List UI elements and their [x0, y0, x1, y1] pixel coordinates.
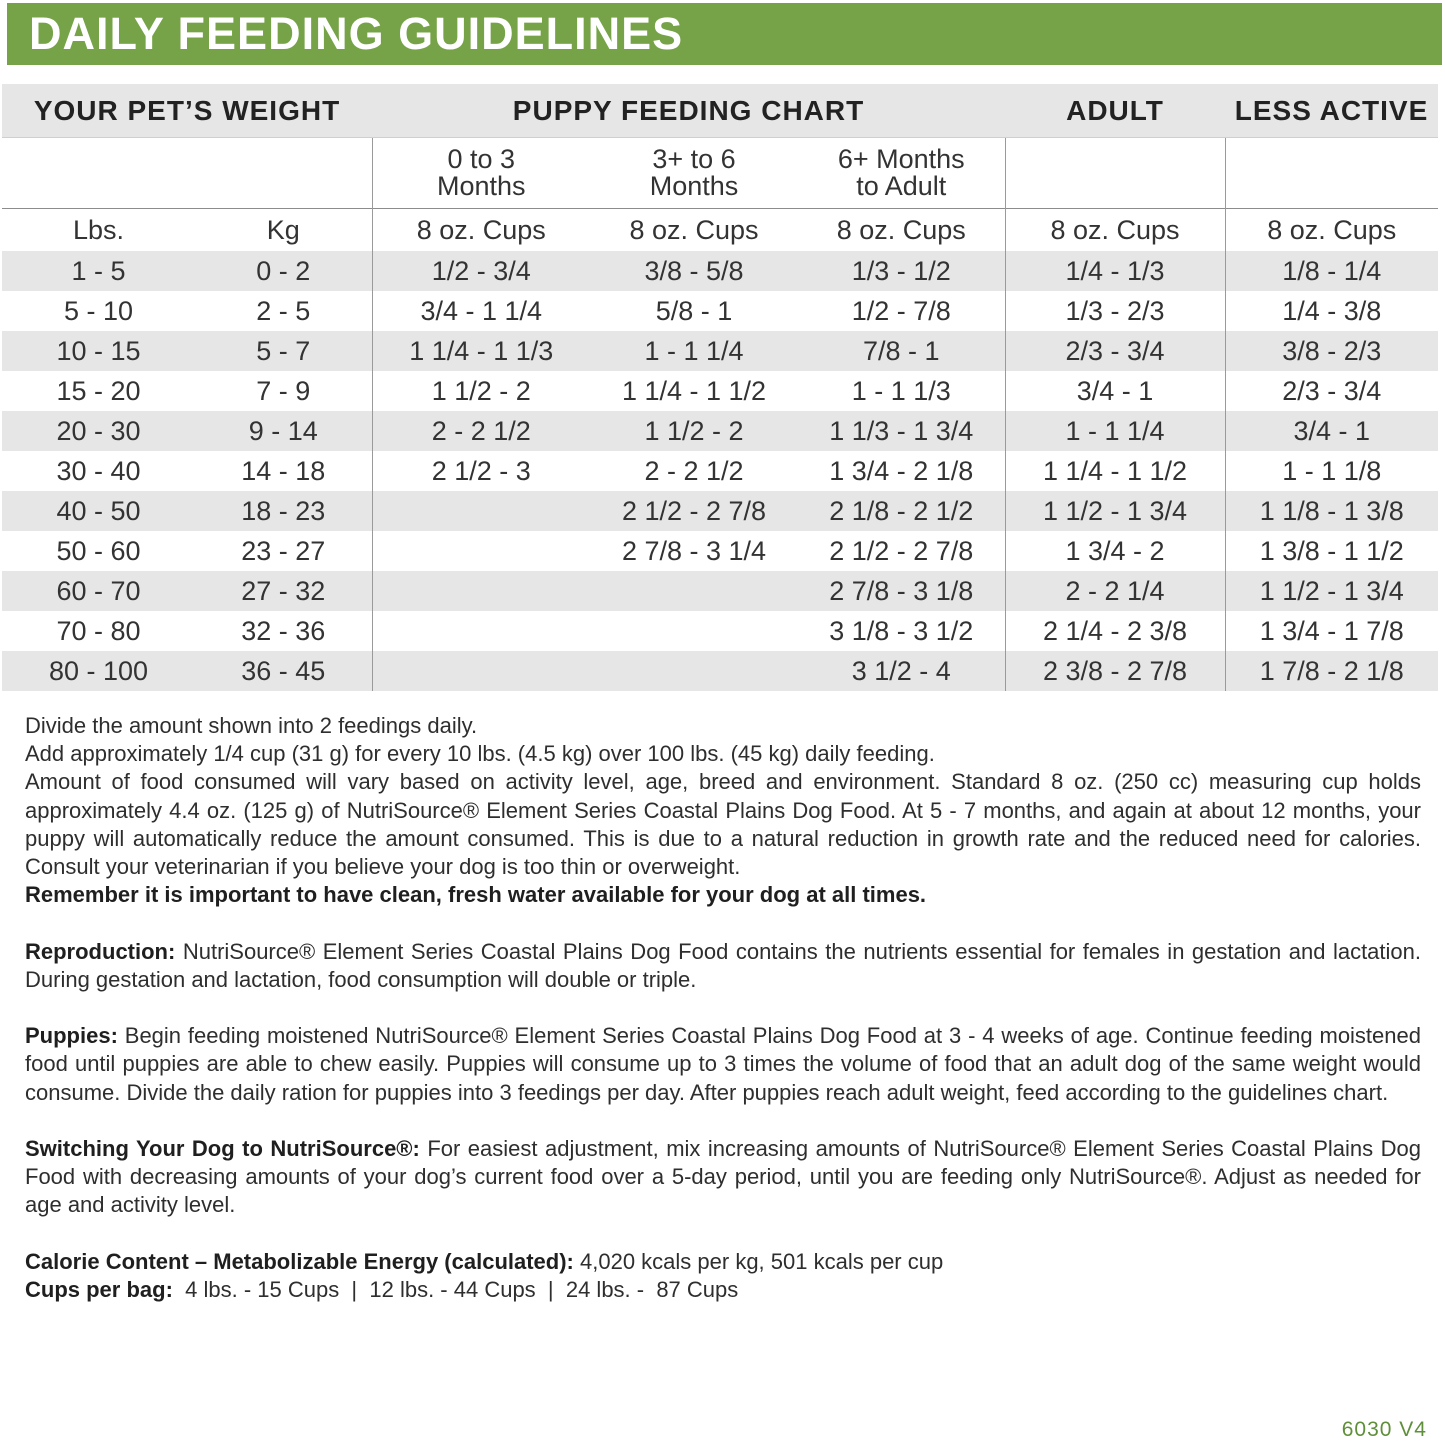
table-cell: 20 - 30 — [2, 411, 195, 451]
unit-lbs: Lbs. — [2, 209, 195, 252]
age-header-0-3 — [372, 138, 590, 209]
table-row — [2, 371, 1438, 411]
note-calorie — [25, 1248, 1421, 1276]
table-cell: 1 3/8 - 1 1/2 — [1225, 531, 1438, 571]
note-puppies — [25, 1022, 1421, 1107]
table-cell: 1 1/2 - 2 — [590, 411, 798, 451]
table-row — [2, 251, 1438, 291]
table-cell: 2 1/2 - 2 7/8 — [590, 491, 798, 531]
table-cell: 18 - 23 — [195, 491, 372, 531]
table-cell: 2 7/8 - 3 1/8 — [798, 571, 1005, 611]
table-cell: 2 - 2 1/4 — [1005, 571, 1225, 611]
age-line: 3+ to 6 — [652, 144, 736, 174]
table-cell: 1 - 1 1/8 — [1225, 451, 1438, 491]
age-line: 6+ Months — [837, 144, 965, 174]
table-cell: 70 - 80 — [56, 615, 141, 646]
table-cell: 23 - 27 — [241, 535, 326, 566]
table-cell: 1 1/4 - 1 1/2 — [1005, 451, 1225, 491]
table-cell: 3/4 - 1 1/4 — [372, 291, 590, 331]
table-row — [2, 611, 1438, 651]
table-cell — [590, 651, 798, 691]
unit-cups: 8 oz. Cups — [1225, 209, 1438, 252]
table-cell: 9 - 14 — [195, 411, 372, 451]
calorie-text: 4,020 kcals per kg, 501 kcals per cup — [573, 1248, 944, 1274]
note-switching — [25, 1135, 1421, 1220]
table-cell: 3 1/2 - 4 — [798, 651, 1005, 691]
table-row — [2, 491, 1438, 531]
table-row — [2, 331, 1438, 371]
table-cell: 2 - 5 — [256, 295, 311, 326]
table-cell: 1 1/4 - 1 1/3 — [372, 331, 590, 371]
table-cell: 80 - 100 — [2, 651, 195, 691]
table-cell: 1 1/2 - 2 — [372, 371, 590, 411]
switching-label: Switching Your Dog to NutriSource®: — [25, 1136, 420, 1161]
note-water: Remember it is important to have clean, fresh water available for your dog at all times. — [25, 882, 927, 908]
group-header-row — [2, 84, 1438, 138]
table-cell: 1/3 - 2/3 — [1005, 291, 1225, 331]
table-cell: 3/4 - 1 — [1225, 411, 1438, 451]
table-cell: 10 - 15 — [2, 331, 195, 371]
table-cell: 1 1/2 - 1 3/4 — [1225, 571, 1438, 611]
table-row — [2, 571, 1438, 611]
table-cell: 2 1/8 - 2 1/2 — [798, 491, 1005, 531]
table-cell: 15 - 20 — [56, 375, 141, 406]
age-line: to Adult — [856, 171, 947, 201]
table-cell: 0 - 2 — [195, 251, 372, 291]
puppies-text: Begin feeding moistened NutriSource® Element Series Coastal Plains Dog Food at 3 - 4 weeks of age. Continue feeding moistened food until puppies are able to chew easily. Puppies will consume up to 3 times the volume of food that an adult dog of the same weight would consume. Divide the daily ration for puppies into 3 feedings per day. After puppies reach adult weight, feed according to the guidelines chart. — [25, 1023, 1421, 1105]
switching-text: For easiest adjustment, mix increasing amounts of NutriSource® Element Series Coastal Plains Dog Food with decreasing amounts of your dog’s current food over a 5-day period, until you are feeding only NutriSource®. Adjust as needed for age and activity level. — [25, 1136, 1421, 1218]
table-cell: 1 1/8 - 1 3/8 — [1225, 491, 1438, 531]
table-cell: 2 1/2 - 2 7/8 — [829, 535, 974, 566]
age-line: Months — [649, 171, 739, 201]
cups-label: Cups per bag: — [25, 1277, 173, 1302]
table-cell: 1 3/4 - 2 1/8 — [829, 455, 974, 486]
age-line: Months — [436, 171, 526, 201]
table-cell: 32 - 36 — [241, 615, 326, 646]
table-cell: 1/2 - 3/4 — [372, 251, 590, 291]
age-header-6-adult — [798, 138, 1005, 209]
table-cell: 27 - 32 — [195, 571, 372, 611]
reproduction-text: NutriSource® Element Series Coastal Plains Dog Food contains the nutrients essential for females in gestation and lactation. During gestation and lactation, food consumption will double or triple. — [25, 938, 1421, 992]
table-cell: 1/4 - 3/8 — [1225, 291, 1438, 331]
reproduction-label: Reproduction: — [25, 938, 176, 964]
table-cell: 1 - 1 1/4 — [590, 331, 798, 371]
table-row — [2, 531, 1438, 571]
table-cell: 1 1/3 - 1 3/4 — [798, 411, 1005, 451]
feeding-notes — [25, 712, 1421, 1304]
unit-kg: Kg — [195, 209, 372, 252]
note-divide: Divide the amount shown into 2 feedings daily. — [25, 713, 478, 738]
table-cell — [590, 611, 798, 651]
table-cell: 1 3/4 - 1 7/8 — [1225, 611, 1438, 651]
age-header-less-active-empty — [1225, 138, 1438, 209]
header-less-active: LESS ACTIVE — [1225, 84, 1438, 138]
table-cell: 7 - 9 — [256, 375, 311, 406]
calorie-label: Calorie Content – Metabolizable Energy (calculated): — [25, 1248, 574, 1274]
table-row — [2, 411, 1438, 451]
table-cell: 2 - 2 1/2 — [644, 455, 744, 486]
table-cell: 1 1/2 - 1 3/4 — [1005, 491, 1225, 531]
table-cell: 36 - 45 — [195, 651, 372, 691]
table-cell: 3/8 - 5/8 — [590, 251, 798, 291]
page-title: DAILY FEEDING GUIDELINES — [29, 8, 684, 59]
feeding-table — [2, 84, 1438, 691]
table-cell: 2 3/8 - 2 7/8 — [1005, 651, 1225, 691]
table-cell — [372, 531, 590, 571]
table-cell: 2 - 2 1/2 — [372, 411, 590, 451]
table-row — [2, 291, 1438, 331]
age-header-adult-empty — [1005, 138, 1225, 209]
unit-cups: 8 oz. Cups — [1005, 209, 1225, 252]
table-cell: 1 - 5 — [2, 251, 195, 291]
table-cell — [590, 571, 798, 611]
table-cell: 2/3 - 3/4 — [1225, 371, 1438, 411]
table-cell: 1 - 1 1/4 — [1005, 411, 1225, 451]
table-cell: 2/3 - 3/4 — [1005, 331, 1225, 371]
table-cell: 3 1/8 - 3 1/2 — [829, 615, 974, 646]
table-cell: 7/8 - 1 — [798, 331, 1005, 371]
puppies-label: Puppies: — [25, 1023, 118, 1049]
note-amount: Amount of food consumed will vary based on activity level, age, breed and environment. Standard 8 oz. (250 cc) measuring cup holds approximately 4.4 oz. (125 g) of NutriSource® Element Series Coastal Plains Dog Food. At 5 - 7 months, and again at about 12 months, your puppy will automatically reduce the amount consumed. This is due to a natural reduction in growth rate and the reduced need for calories. Consult your veterinarian if you believe your dog is too thin or overweight. — [25, 769, 1421, 880]
header-pet-weight: YOUR PET’S WEIGHT — [2, 84, 372, 138]
table-cell: 1/3 - 1/2 — [798, 251, 1005, 291]
table-cell: 2 7/8 - 3 1/4 — [621, 535, 767, 566]
table-cell: 1 - 1 1/3 — [851, 375, 951, 406]
age-header-empty — [2, 138, 372, 209]
table-row — [2, 651, 1438, 691]
table-cell — [372, 611, 590, 651]
table-cell — [372, 491, 590, 531]
table-cell: 5/8 - 1 — [655, 295, 733, 326]
table-cell: 30 - 40 — [56, 455, 141, 486]
unit-cups: 8 oz. Cups — [590, 209, 798, 252]
header-adult: ADULT — [1005, 84, 1225, 138]
table-cell: 1/4 - 1/3 — [1005, 251, 1225, 291]
cups-text: 4 lbs. - 15 Cups | 12 lbs. - 44 Cups | 24 lbs. - 87 Cups — [172, 1277, 739, 1302]
title-banner — [7, 3, 1442, 65]
note-reproduction — [25, 938, 1421, 994]
table-row — [2, 451, 1438, 491]
table-cell: 1/2 - 7/8 — [851, 295, 951, 326]
header-puppy-chart: PUPPY FEEDING CHART — [372, 84, 1005, 138]
table-cell: 40 - 50 — [2, 491, 195, 531]
note-add: Add approximately 1/4 cup (31 g) for every 10 lbs. (4.5 kg) over 100 lbs. (45 kg) daily feeding. — [25, 741, 935, 767]
table-cell: 60 - 70 — [2, 571, 195, 611]
table-cell: 2 1/2 - 3 — [372, 451, 590, 491]
unit-header-row — [2, 209, 1438, 252]
table-cell: 5 - 10 — [63, 295, 134, 326]
table-cell: 50 - 60 — [56, 535, 141, 566]
table-cell: 5 - 7 — [195, 331, 372, 371]
note-cups-per-bag — [25, 1276, 1421, 1304]
table-cell: 14 - 18 — [241, 455, 326, 486]
unit-cups: 8 oz. Cups — [372, 209, 590, 252]
age-header-row — [2, 138, 1438, 209]
table-cell: 3/8 - 2/3 — [1225, 331, 1438, 371]
table-cell: 2 1/4 - 2 3/8 — [1005, 611, 1225, 651]
unit-cups: 8 oz. Cups — [798, 209, 1005, 252]
table-cell: 1 7/8 - 2 1/8 — [1225, 651, 1438, 691]
table-cell: 1 1/4 - 1 1/2 — [621, 375, 767, 406]
age-header-3-6 — [590, 138, 798, 209]
table-cell — [372, 571, 590, 611]
table-cell: 1/8 - 1/4 — [1225, 251, 1438, 291]
table-cell: 1 3/4 - 2 — [1005, 531, 1225, 571]
table-cell — [372, 651, 590, 691]
age-line: 0 to 3 — [447, 144, 516, 174]
version-code: 6030 V4 — [1341, 1418, 1427, 1441]
table-cell: 3/4 - 1 — [1005, 371, 1225, 411]
